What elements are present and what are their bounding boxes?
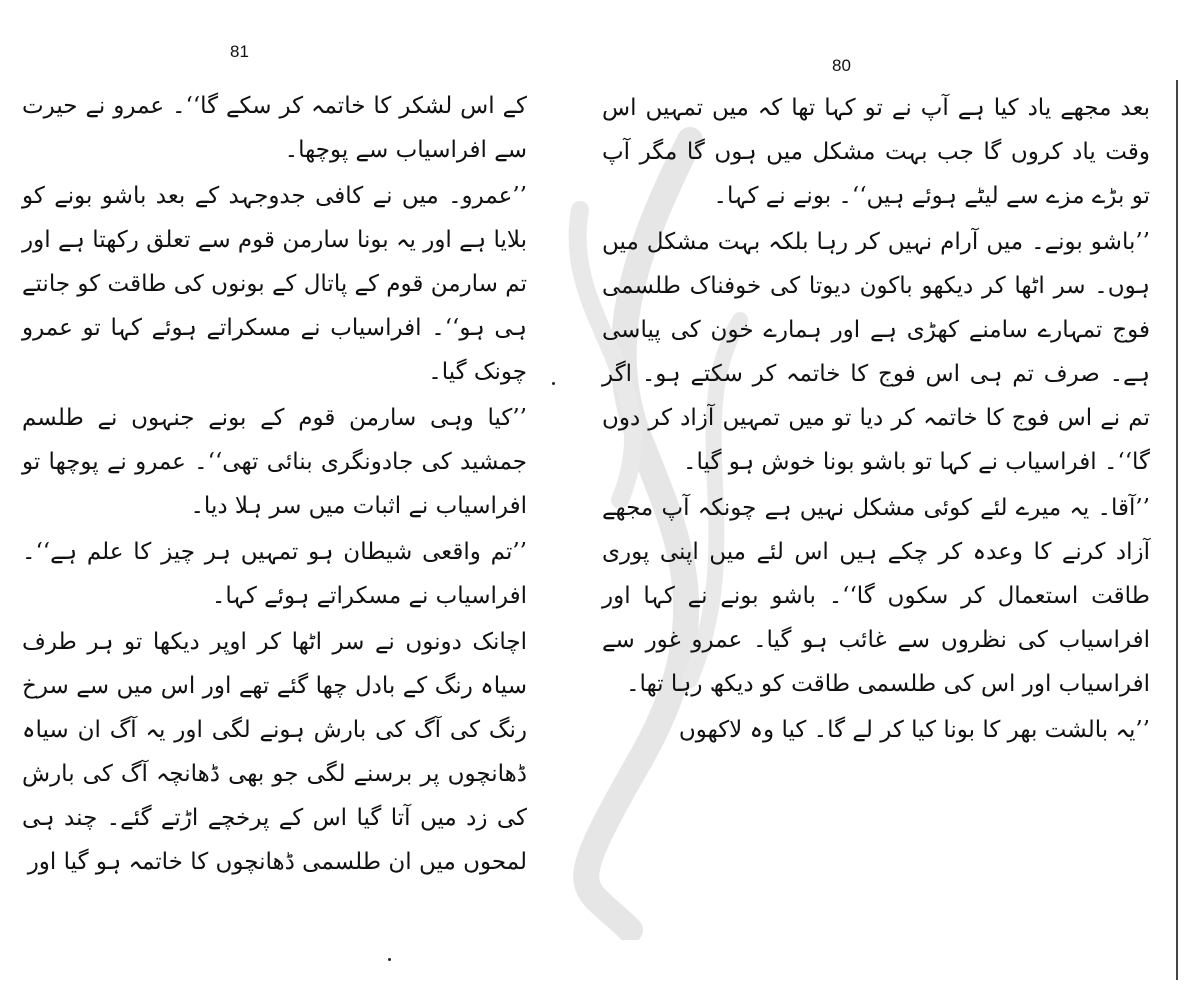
- page-number: 81: [230, 42, 249, 61]
- paragraph: ’’تم واقعی شیطان ہو تمہیں ہر چیز کا علم ہے‘‘۔ افراسیاب نے مسکراتے ہوئے کہا۔: [22, 539, 527, 609]
- speck: [388, 958, 391, 961]
- paragraph: ’’کیا وہی سارمن قوم کے بونے جنہوں نے طلسم جمشید کی جادونگری بنائی تھی‘‘۔ عمرو نے پوچھا تو افراسیاب نے اثبات میں سر ہلا دیا۔: [22, 405, 527, 519]
- paragraph: ’’عمرو۔ میں نے کافی جدوجہد کے بعد باشو بونے کو بلایا ہے اور یہ بونا سارمن قوم سے تعلق رکھتا ہے اور تم سارمن قوم کے پاتال کے بونوں کی طاقت کو جانتے ہی ہو‘‘۔ افراسیاب نے مسکراتے ہوئے کہا تو عمرو چونک گیا۔: [22, 183, 527, 385]
- page-body: [22, 84, 527, 886]
- page-number: 80: [832, 56, 851, 75]
- paragraph: ’’آقا۔ یہ میرے لئے کوئی مشکل نہیں ہے چونکہ آپ مجھے آزاد کرنے کا وعدہ کر چکے ہیں اس لئے میں اپنی پوری طاقت استعمال کر سکوں گا‘‘۔ باشو بونے نے کہا اور افراسیاب کی نظروں سے غائب ہو گیا۔ عمرو غور سے افراسیاب اور اس کی طلسمی طاقت کو دیکھ رہا تھا۔: [602, 495, 1150, 697]
- page-edge-line: [1176, 80, 1178, 980]
- paragraph: ’’یہ بالشت بھر کا بونا کیا کر لے گا۔ کیا وہ لاکھوں: [678, 717, 1150, 743]
- right-page: [588, 0, 1178, 1000]
- paragraph: ’’باشو بونے۔ میں آرام نہیں کر رہا بلکہ بہت مشکل میں ہوں۔ سر اٹھا کر دیکھو باکون دیوتا کی خوفناک طلسمی فوج تمہارے سامنے کھڑی ہے اور ہمارے خون کی پیاسی ہے۔ صرف تم ہی اس فوج کا خاتمہ کر سکتے ہو۔ اگر تم نے اس فوج کا خاتمہ کر دیا تو میں تمہیں آزاد کر دوں گا‘‘۔ افراسیاب نے کہا تو باشو بونا خوش ہو گیا۔: [602, 229, 1150, 475]
- left-page: [0, 0, 560, 1000]
- page-body: [602, 86, 1150, 754]
- paragraph: بعد مجھے یاد کیا ہے آپ نے تو کہا تھا کہ میں تمہیں اس وقت یاد کروں گا جب بہت مشکل میں ہوں گا مگر آپ تو بڑے مزے سے لیٹے ہوئے ہیں‘‘۔ بونے نے کہا۔: [602, 95, 1150, 209]
- speck: [552, 382, 555, 385]
- paragraph: اچانک دونوں نے سر اٹھا کر اوپر دیکھا تو ہر طرف سیاہ رنگ کے بادل چھا گئے تھے اور اس میں سے سرخ رنگ کی آگ کی بارش ہونے لگی اور یہ آگ ان سیاہ ڈھانچوں پر برسنے لگی جو بھی ڈھانچہ آگ کی بارش کی زد میں آتا گیا اس کے پرخچے اڑتے گئے۔ چند ہی لمحوں میں ان طلسمی ڈھانچوں کا خاتمہ ہو گیا اور: [22, 629, 527, 875]
- paragraph: کے اس لشکر کا خاتمہ کر سکے گا‘‘۔ عمرو نے حیرت سے افراسیاب سے پوچھا۔: [22, 93, 527, 163]
